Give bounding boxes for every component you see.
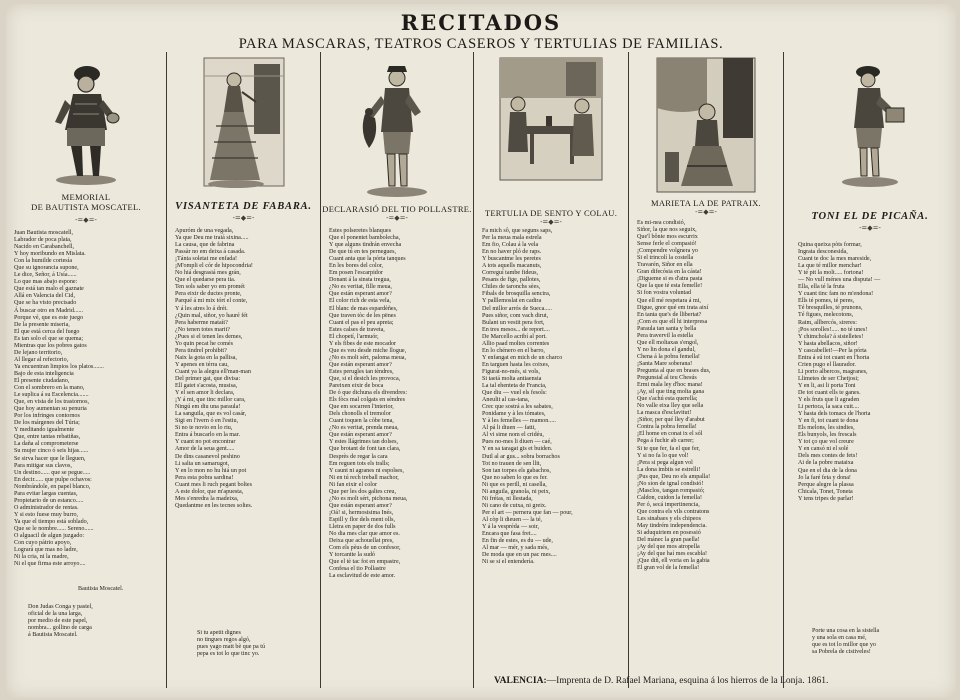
column-pollastre [321, 52, 473, 662]
poem-verses: Es mi-nea condisió, Siñor, la que nos seguix, Que'l bônie mos escurrix Sense ferle el compasió! ¡Compendre volgnera yo Si el trincolí la costella Travarén, Siñor en ella Gran difecósia en la cásta! ¡Digueme si es d'atra pasta Que la que té esta femelle! Si fon vostra voluntad Que ell mé respetara á mi, Digue, gnor qué em trata així En tanta que's de llibertat? ¡Com es que ell hi interpresa Paraula tan santa y bella Pera travervil la estella Que ell moltaxas s'engol, Y no lin dona el gandul, Chena á la pobra femella! ¡Santa Mare soberana! Pregunta al que en brases dus, Pregunsial al teu Chesús Ermi mala ley d'hoc mana! ¡Ay, sil que ting molta gana Que s'achú esta querella; No valle eixa lley que sella La masca d'esclavitut! ¡Siñor, per qué lley d'arabut Contra la pobra femella! ¡El home en conat ix el sól Pega á fuchir ab carrer; Si te que fer, fa el que fer, Y si no fa lo que vol! ¡Pera si pega algun vol La dona imbiis se estrelli! ¡Pus que, Deu no els ampalla! ¡No sion de ignal condisió! ¡Masclos, tangan rompasió; Caldon, cuidon la femella! Per ó, secá impertinencia, Que contra els vils contratons Les sinabaes y els chipeos May tindrém independencia. Si aduquiriem en posessió Del mánec la gran paella! ¡Ay del que mos atropella ¡Ay del que haí mes escabla! ¡Que diñ, ell voria en la gabia El gran vol de la femella! [637, 220, 711, 572]
ornament-divider: -=◆=- [232, 214, 255, 222]
poem-verses: Juan Bautista moscatell, Labrador de poca plata, Nacido en Carabanchell, Y hoy moribundo en Mislata. Con la humilde cortesía Que su ignorancia supone, Le dice, Señor, á Usía...... Lo que mas abajo espone: Que está tan malo el gaznate Allá en Valencia del Cid, Que se ha visto precisado Á buscar otro en Madrid...... Porque vé, que es este juego De la presente miseria, El que está cerca del fuego Es tan solo el que se quema; Mientras que los pobres gatos De lejano territorio, Al llegar al refectorio, Ya encuentran limpios los platos....... Bajo de esta inteligencia El presente ciudadano, Con el sombrero en la mano, Le suplica á su Escelencia....... Que, en vista de los trastornos, Que hoy aumentan su penuria Por los infringes contornos De los márgenes del Túria; Y meditando igualmente Que, entre tantas rebatiñas, La daña al comprometerse Su mujer cinco ó seis hijas...... Se sirva hacer que le lleguen, Para mitigar sus clavos, Un destino...... que se pegue..... En decir...... que pulpe ochavos: Nombrándole, en papel blanco, Para evitar largas cuentas, Propietario de un estanco..... O administrador de rentas. Y si esto fuese muy burro, Ya que el tiempo está soblado, Que se le nombre...... Sereno...... O alguacil de algun juzgado: Con cuyo pátrio apoyo, Lograrà que mas no ladre, Ni la cria, ni la madre, Ni el que firma este arroyo.... [14, 230, 104, 568]
two-men-at-table-scene [496, 56, 606, 184]
poem-verses: Fa mich sô, que seguns saps, Per la meua mala estrela Em fio, Colau á la vela En no haver pló de raps. Y buscantme les peretes A tots aquells macanuts, Correguí tambe fideus, Pesans de fige, pallotes, Chiles de taronchs sèes, Fibals de brosquilla sencira, Y palllemoslat en cadira Del millor arrós de Sueca..... Pues siñor, com vach dirut, Bulant un vestit pera fort, En tres mesos... de report.... De Marcello acribí al port. Allio paad moltes correntes En lo chénero en el barro, Y enfangat en mich de un charco En targuen hasta les coixes, Figurat-no-més, si vols, Si taeiá molta antiaensia La tal ehenteta de Francia, Que diu — vuel els fesols: Aneulit al cas-tana, Crec que sostrá a les sabates, Ponidame y à les tómates, Y à les femelles — mamon..... Al pá li diuen — fatti, Al vi sime nom el cridéu, Pues no-mes li diuen — caé, Y en sa taragat gis et buiden. Dutl al ar gus... sobra borrachos Tot no trauen de sen llit, Son tan torpes els gabachos, Que no saben lo que es fer. Ni que es perill, ni casella, Ni anguila, granola, ni peix, Ni frétas, ni llestada, Ni cano de cutxa, ni greix. Per el art — pernera que fan — pour, Al còp li dieuen — la té, Y á la vespréda — soir, Encara que fasa fret.... En fin de estes, es du — ude, Al mar — mér, y sada més, De moda que en un pac mes.... Ni se si el entendería. [482, 228, 573, 566]
column-toni [784, 52, 956, 662]
poem-verses: Estes polseretes blanques Que el ponentet bambolecha, Y que alguns tindrán envecha De que tú en tes pernegues, Cuant anta que la pórta tanques En les bores del color, Em posen l'escarpidor Donant á la sinsta tregua, ¿No es veritat, fille meua, Que están esperant amor? El color rich de esta vela, El blanc de mas espardèñes, Que traven tòc de les pënes Cuant el pas el peu apreta; Estes calses de traveta, El chopetí, l'armuór, Y els fibes de este mocador Que es veu desde miche llogue, ¿No es molt sért, paloma meua, Que están esperant amor? Estes perugles tan tèndres, Que, si el desich les provoca, Pareixen eixir de boca De ó que dichuna els divendres: Els fòcs mal colgats en sèndres Que em socarren l'interior, Dels chonolls el tremolor Cuant toquen la còbe tena, ¿No es veritat, prenda meua, Que están esperant amor? Y estes llágrimes tan dolses, Que brotant de font tan clara, Desprès de regar la cara Em reguen tots els tralls; Y caunt ni agranes ni espolses, Ni en tú rech treball machor, Ni fan eixir el color Que per les dos galtes creu, ¿No es molt sért, pichona meua, Que están esperant amor? ¡Oá! si, hermosisima Inés, Espill y flor dels ment olls, Lletra en paper de dos fulls No dia mes clar que amor es. Deixa que achouellat pres, Com els pèus de un confesor, Y torcantte la sudó Que el tè tac fot en empastre, Confesa el tio Pollastre La esclavitud de este amor. [329, 228, 408, 580]
poem-signature: Bautista Moscatel. [78, 586, 124, 592]
subtitle: PARA MASCARAS, TEATROS CASEROS Y TERTULIAS DE FAMILIAS. [238, 36, 724, 52]
poem-heading: MARIETA LA DE PATRAIX. [651, 198, 761, 208]
man-holding-rooster-figure [357, 62, 437, 200]
ornament-divider: -=◆=- [859, 224, 881, 232]
ornament-divider: -=◆=- [540, 218, 562, 226]
poem-verses: Apuróm de una vegada, Ya que Deu me traiá sixina..... La causa, que de fabrina Passàr no em deixa á casada. ¡Tánta soletat me enfada! ¡M'ompli el cór de hipocondria! No hiá desgrasiá mes grán, Que el quedarse pera tia. Ten sols saber yo em promét Pera eixir de ductes pronte, Parqué á mi mix tórt el conte, Y á les atres lo á drét. ¿Quin mal, siñor, yo hauré fét Pera haberme mataít? ¿No tenen totes marit? ¿Pues si el tenen les demes, Yo quin pecat he comés Pera tindrel prohibit? Naix la gota en la pallisa, Y apenes en térra cau, Cuant ya la alegra ell'man-man Del primer gat, que divisa: Ell gatet s'acosta, musisa, Y el sen amor li declara, ¡Y á mi, que tinc millor cara, Ningú em diu una paraula! La sanguila, que es vol casár, Sigi en l'ivern ó en l'estiu, Si no te novio en lo riu, Entra á buscarlo en la mar. Y cuant no pot encontrar Amor de la seua gent..... De dins casanevol peshino Li salta un samarugot, Y en lo mon no hu hiá un pot Pera esta pobra sardina! Cuant mes li ruch pegant boltes A este dolor, que m'apuesta, Mes s'enredra la madeixa, Quedantme en les tecnes soltes. [175, 228, 253, 509]
imprint-text: —Imprenta de D. Rafael Mariana, esquina á los hierros de la Lonja. 1861. [546, 676, 829, 686]
broadside-sheet [6, 4, 956, 698]
printer-imprint [494, 676, 828, 686]
poem-heading: TONI EL DE PICAÑA. [811, 211, 929, 222]
woman-at-door-figure [196, 56, 292, 196]
poem-postscript: Don Judas Conga y pastel, oficial de la una larga, por medio de este papel, nombra... gollino de carga á Bautista Moscatel. [28, 604, 93, 639]
column-visanteta [167, 52, 320, 662]
poem-postscript: Porte una cosa en la sistella y una sola en casa mé, que es tot lo millor que yo sa Pobrela de cistiveles! [812, 628, 880, 656]
column-marieta [629, 52, 783, 662]
man-with-hat-figure [49, 60, 123, 188]
column-memorial [6, 52, 166, 662]
imprint-city: VALENCIA: [494, 676, 547, 686]
ornament-divider: -=◆=- [386, 214, 408, 222]
poem-heading: DECLARASIÓ DEL TIO POLLASTRE. [322, 204, 472, 214]
man-with-basket-figure [830, 62, 910, 190]
poem-heading: MEMORIAL DE BAUTISTA MOSCATEL. [31, 192, 141, 212]
main-title: RECITADOS [400, 10, 562, 35]
ornament-divider: -=◆=- [695, 208, 717, 216]
poem-heading: TERTULIA DE SENTO Y COLAU. [484, 208, 618, 218]
column-tertulia [474, 52, 628, 662]
poem-postscript: Si tu apetit dignes no tingues regos algó, pues yago matt bè que pa tú pepa es tot lo que tinc yo. [197, 630, 266, 658]
seated-woman-figure [653, 56, 759, 196]
poem-verses: Quina queixa pòts formar, Ingrata desconesida, Cuant te doc la mes mareside, La que té millor menchar! Y té pit la molt..... fortona! — No vull ménes una disputa! — Ella, ella té la fruta Y cuant tinc fam no m'endona! Ells té pomes, té peres, Té bresquilles, té prunons, Té figues, melecotons, Raim, allbercós, sireres: ¡Pos sorolles!..... no té unes! Y chimchola? á sistelletes! Y hasta abellacos, siñor! Y cascabellet!—Per la pórta Entra á sú tot cuant en l'horta Crien pugo el llaurador. Li porto albercos, magranes, Llimetes de ser Chetjosi; Y en li, asi li porta Toni De tot cuant ells te ganes. Y els fruts que li agraden Li pertoca, la saca cuit.... Y hasta dels tomacs de l'horta Y en fi, tot cuant te dona Els melons, les sindies, Els bunyols, les frescals Y tot ço que vol creure Y en cansó ni el solé Dels mes contes de fets! Ai de la pobre mataixa Que en el dia de la dona Jo la faré feta y dona! Perque alegre la plassa Chicala, Tonet, Toneta Y tens tripes de parlar! [798, 242, 881, 502]
poem-heading: VISANTETA DE FABARA. [175, 201, 312, 212]
ornament-divider: -=◆=- [75, 216, 97, 224]
